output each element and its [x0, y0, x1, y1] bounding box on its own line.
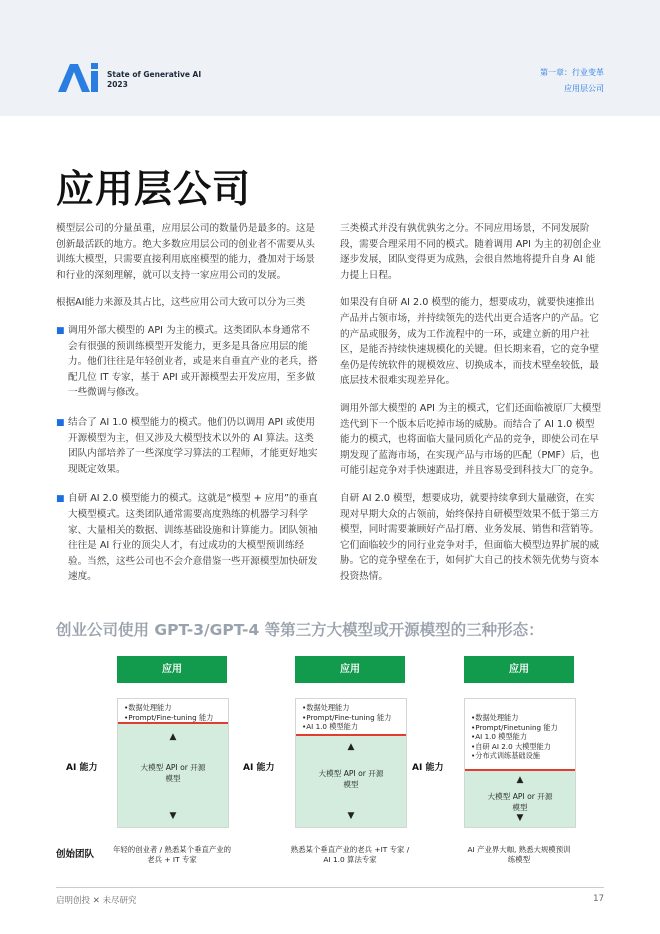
list-item: ■ 调用外部大模型的 API 为主的模式。这类团队本身通常不会有很强的预训练模型开发能力，更多是具备应用层的能力。他们往往是年轻创业者，或是来自垂直产业的老兵，搭配几位 IT 专家，基于 API 或开源模型去开发应用，至多做一些微调与修改。 [56, 324, 318, 399]
arrow-down-icon: ▼ [347, 811, 355, 821]
list-item: ■ 结合了 AI 1.0 模型能力的模式。他们仍以调用 API 或使用开源模型为主，但又涉及大模型技术以外的 AI 算法。这类团队内部培养了一些深度学习算法的工程师，才能更好地实现既定效果。 [56, 416, 318, 475]
team-text-2: 熟悉某个垂直产业的老兵 +IT 专家 / AI 1.0 算法专家 [290, 845, 410, 864]
arrow-down-icon: ▼ [169, 811, 177, 821]
ai-capability-label-2: AI 能力 [243, 763, 275, 773]
capability-list-1: • 数据处理能力 • Prompt/Fine-tuning 能力 [118, 699, 228, 721]
app-header-2: 应用 [295, 656, 405, 683]
lead-paragraph: 根据AI能力来源及其占比，这些应用公司大致可以分为三类 [56, 297, 306, 309]
capability-stack-3 [464, 698, 576, 828]
body-paragraph: 自研 AI 2.0 模型，想要成功，就要持续拿到大量融资，在实现对早期大众的占领前，始终保持自研模型效果不低于第三方模型，同时需要兼顾好产品打磨、业务发展、销售和营销等。它们面临较少的同行业竞争对手，但面临大模型边界扩展的威胁。它的竞争壁垒在于，如何扩大自己的技术领先优势与资本投资热情。 [340, 492, 600, 582]
ai-logo-mark [56, 62, 100, 92]
left-column [56, 221, 319, 599]
model-layer-1 [118, 722, 228, 827]
body-paragraph: 如果没有自研 AI 2.0 模型的能力，想要成功，就要快速推出产品并占领市场，并持续领先的迭代出更合适客户的产品。它的产品或服务，成为工作流程中的一环，或建立新的用户社区，是能否持续快速规模化的关键。但长期来看，它的竞争壁垒仍是传统软件的规模效应、切换成本，而技术壁垒较低，最底层技术很难实现差异化。 [340, 297, 600, 387]
diagram-heading: 创业公司使用 GPT-3/GPT-4 等第三方大模型或开源模型的三种形态： [56, 621, 544, 639]
founding-team-label: 创始团队 [56, 849, 95, 860]
team-text-1: 年轻的创业者 / 熟悉某个垂直产业的老兵 + IT 专家 [112, 845, 232, 864]
capability-list-2: • 数据处理能力 • Prompt/Fine-tuning 能力 • AI 1.0 模型能力 [296, 699, 406, 731]
page-header [0, 0, 660, 116]
list-item: ■ 自研 AI 2.0 模型能力的模式。这就是“模型 + 应用”的垂直大模型模式。这类团队通常需要高度熟练的机器学习科学家、大量相关的数据、训练基础设施和计算能力。团队领袖往往是 AI 行业的顶尖人才，有过成功的大模型预训练经验。当然，这些公司也不会介意借鉴一些开源模型加快研发速度。 [56, 493, 318, 583]
ai-capability-label-3: AI 能力 [412, 763, 444, 773]
model-layer-2 [296, 734, 406, 827]
intro-paragraph: 模型层公司的分量虽重，应用层公司的数量仍是最多的。这是创新最活跃的地方。绝大多数应用层公司的创业者不需要从头训练大模型，只需要直接利用底座模型的能力，叠加对于场景和行业的深刻理解，就可以支持一家应用公司的发展。 [56, 223, 316, 281]
arrow-up-icon: ▲ [169, 732, 177, 742]
body-paragraph: 调用外部大模型的 API 为主的模式，它们还面临被原厂大模型迭代到下一个版本后吃掉市场的威胁。而结合了 AI 1.0 模型能力的模式，也将面临大量同质化产品的竞争，即使公司在早期发现了蓝海市场，在实现产品与市场的匹配（PMF）后，也可能引起竞争对手快速跟进，并且容易受到科技大厂的竞争。 [340, 402, 602, 477]
bullet-icon: ■ [56, 417, 65, 428]
report-title: State of Generative AI [107, 70, 202, 79]
ai-capability-label-1: AI 能力 [66, 763, 98, 773]
team-text-3: AI 产业界大咖, 熟悉大规模预训练模型 [467, 845, 571, 864]
footer-divider [56, 887, 604, 888]
report-year: 2023 [107, 80, 128, 89]
section-tag: 应用层公司 [564, 84, 604, 93]
bullet-icon: ■ [56, 494, 65, 505]
api-label-1: 大模型 API or 开源模型 [140, 763, 206, 783]
page-title: 应用层公司 [56, 167, 252, 211]
page-number: 17 [593, 894, 604, 904]
arrow-up-icon: ▲ [347, 742, 355, 752]
arrow-up-icon: ▲ [516, 775, 524, 785]
mode-list [56, 323, 319, 585]
ai-logo [56, 62, 100, 96]
model-layer-3 [465, 769, 575, 827]
app-header-3: 应用 [464, 656, 574, 683]
chapter-label: 第一章：行业变革 [540, 68, 604, 77]
app-header-1: 应用 [117, 656, 227, 683]
footer-brand: 启明创投 ✕ 未尽研究 [56, 896, 137, 906]
arrow-down-icon: ▼ [516, 813, 524, 823]
bullet-icon: ■ [56, 325, 65, 336]
right-column [340, 221, 604, 596]
capability-stack-1 [117, 698, 229, 828]
body-paragraph: 三类模式并没有孰优孰劣之分。不同应用场景，不同发展阶段，需要合理采用不同的模式。随着调用 API 为主的初创企业逐步发展，团队变得更为成熟，会很自然地将提升自身 AI 能力提上日程。 [340, 223, 602, 281]
api-label-2: 大模型 API or 开源模型 [318, 769, 384, 789]
capability-list-3: • 数据处理能力 • Prompt/Finetuning 能力 • AI 1.0 模型能力 • 自研 AI 2.0 大模型能力 • 分布式训练基础设施 [465, 699, 575, 775]
api-label-3: 大模型 API or 开源模型 [487, 792, 553, 812]
capability-stack-2 [295, 698, 407, 828]
